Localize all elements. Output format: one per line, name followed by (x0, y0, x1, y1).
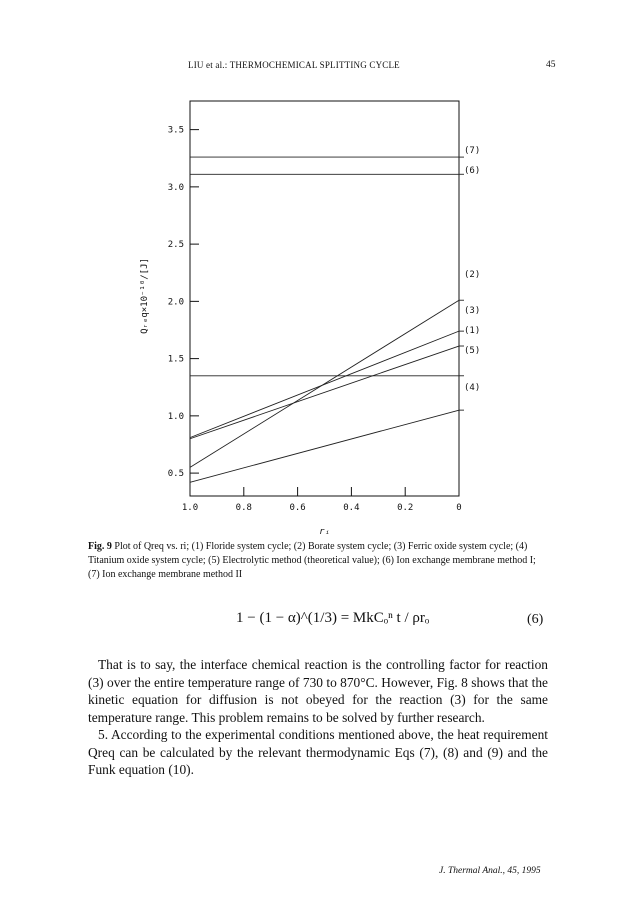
y-tick-label: 2.0 (167, 297, 184, 308)
paragraph-2: 5. According to the experimental conditions mentioned above, the heat requirement Qreq can be calculated by the relevant thermodynamic Eqs (7), (8) and (9) and the Funk equation (10). (88, 727, 548, 777)
series-label: (4) (464, 383, 481, 393)
x-tick-label: 1.0 (181, 503, 199, 513)
series-line (190, 346, 459, 439)
series-label: (6) (464, 166, 481, 176)
figure-caption (88, 540, 543, 582)
y-tick-label: 1.5 (167, 354, 184, 365)
x-tick-label: 0.6 (289, 503, 306, 513)
series-label: (7) (464, 146, 481, 156)
y-tick-label: 3.0 (167, 182, 184, 193)
y-tick-label: 3.5 (167, 125, 184, 136)
running-head-title: LIU et al.: THERMOCHEMICAL SPLITTING CYCLE (188, 60, 400, 70)
x-tick-label: 0 (456, 503, 462, 513)
equation-number: (6) (527, 612, 544, 627)
plot-frame (190, 101, 459, 496)
y-tick-label: 0.5 (167, 469, 184, 480)
x-tick-label: 0.8 (235, 503, 252, 513)
x-tick-label: 0.4 (343, 503, 360, 513)
x-tick-label: 0.2 (397, 503, 414, 513)
series-label: (2) (464, 270, 481, 280)
series-line (190, 300, 459, 467)
y-axis-label: Qᵣₑq×10⁻¹⁰/[J] (140, 258, 150, 334)
series-label: (1) (464, 326, 481, 336)
series-label: (3) (464, 306, 481, 316)
series-line (190, 331, 459, 437)
equation-6: 1 − (1 − α)^(1/3) = MkCₒⁿ t / ρrₒ (236, 610, 430, 626)
series-label: (5) (464, 346, 481, 356)
caption-label: Fig. 9 (88, 541, 112, 552)
caption-text: Plot of Qreq vs. ri; (1) Floride system cycle; (2) Borate system cycle; (3) Ferric oxide system cycle; (4) Titanium oxide system cycle; (5) Electrolytic method (theoretical value); (6) Ion exchange membrane method I; (7) Ion exchange membrane method II (88, 541, 536, 580)
x-axis-label: rᵢ (319, 527, 330, 537)
paragraph-1: That is to say, the interface chemical reaction is the controlling factor for reaction (3) over the entire temperature range of 730 to 870°C. However, Fig. 8 shows that the kinetic equation for diffusion is not obeyed for the reaction (3) for the same temperature range. This problem remains to be solved by further research. (88, 657, 548, 725)
body-text (88, 656, 548, 779)
journal-footer: J. Thermal Anal., 45, 1995 (439, 866, 541, 876)
page-number: 45 (546, 60, 556, 70)
equation-block (0, 600, 624, 640)
y-tick-label: 1.0 (167, 411, 184, 422)
y-tick-label: 2.5 (167, 240, 184, 251)
series-line (190, 410, 459, 482)
